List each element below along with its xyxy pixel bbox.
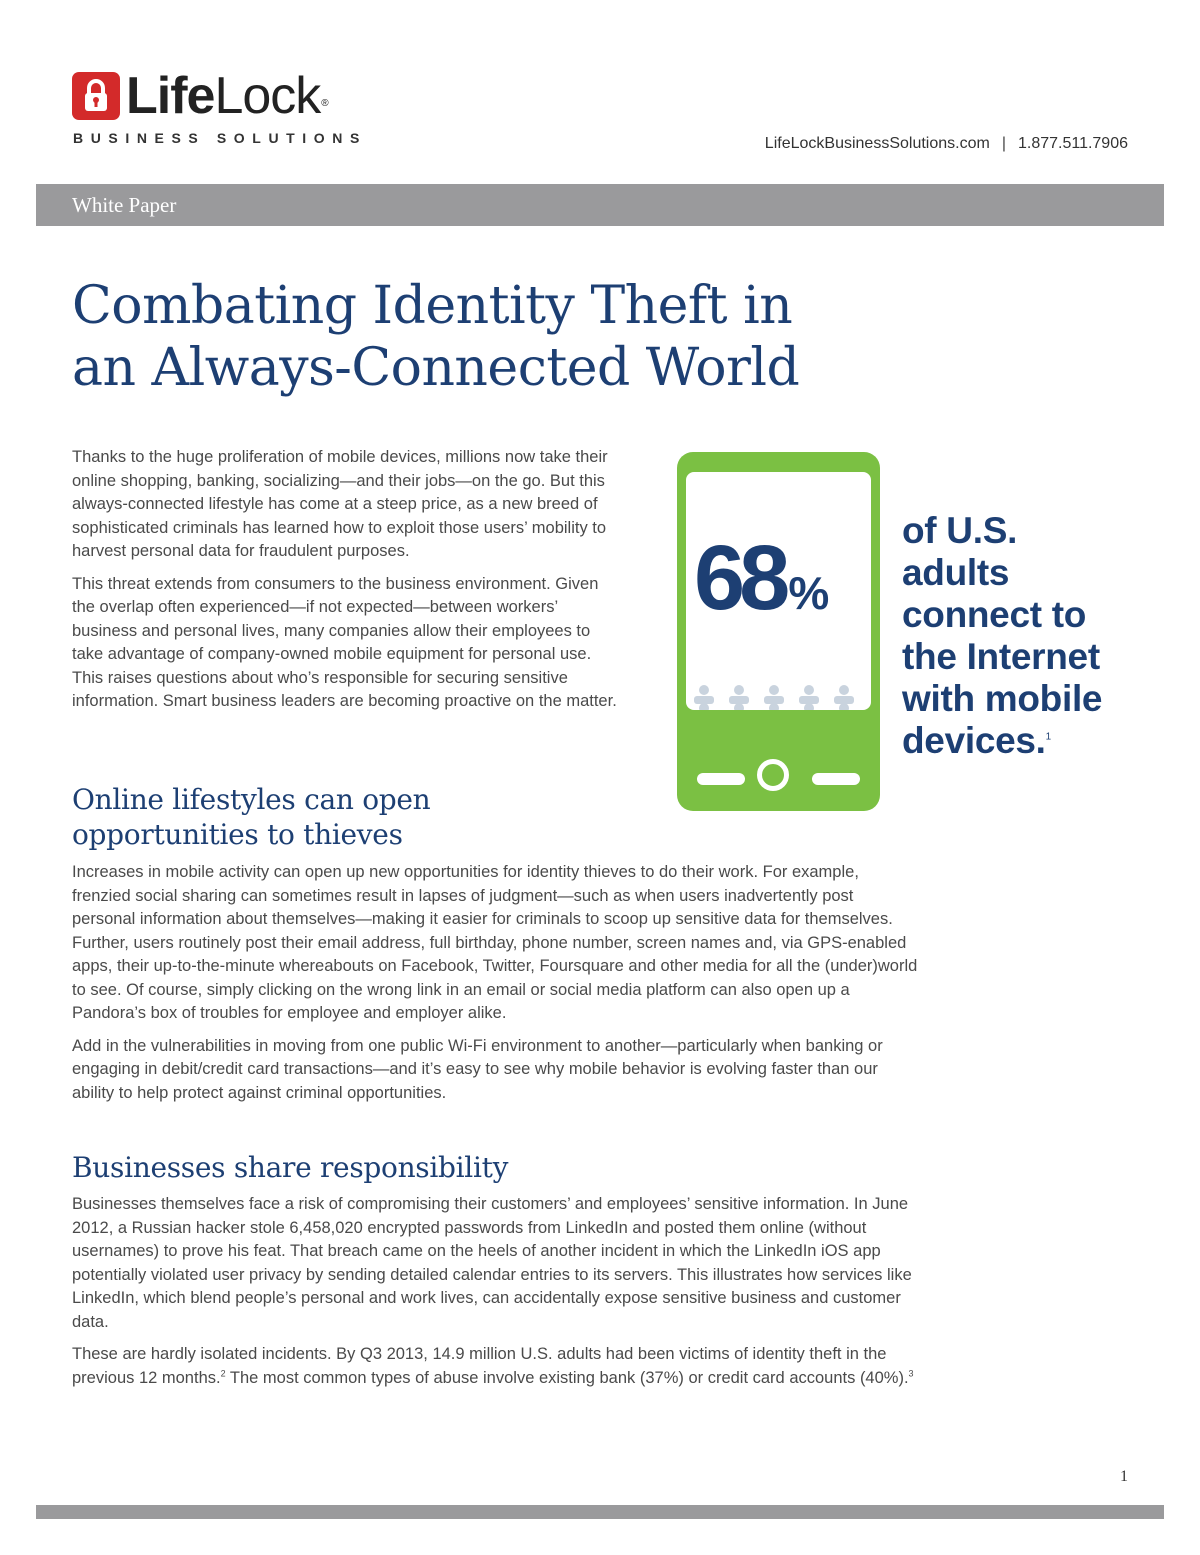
title-line-1: Combating Identity Theft in [72, 276, 793, 336]
section-heading-businesses: Businesses share responsibility [72, 1151, 509, 1184]
stat-line-3: connect to [902, 594, 1087, 635]
footnote-3: 3 [908, 1368, 914, 1378]
section1-heading-line-2: opportunities to thieves [72, 818, 403, 851]
intro-paragraph-1: Thanks to the huge proliferation of mobile devices, millions now take their online shopping, banking, socializing—and their jobs—on the go. But this always-connected lifestyle has come at a steep price, as a new breed of sophisticated criminals has learned how to exploit those users’ mobility to harvest personal data for fraudulent purposes. [72, 448, 608, 560]
contact-info [765, 135, 1128, 153]
stat-line-4: the Internet [902, 636, 1100, 677]
people-faded-row [694, 685, 854, 710]
section1-body [72, 861, 920, 1105]
footer-bar [36, 1505, 1164, 1519]
people-icon [692, 684, 866, 710]
footnote-2: 2 [220, 1368, 226, 1378]
title-line-2: an Always-Connected World [72, 338, 800, 398]
section2-paragraph-1: Businesses themselves face a risk of compromising their customers’ and employees’ sensitive information. In June 2012, a Russian hacker stole 6,458,020 encrypted passwords from LinkedIn and posted them online (without usernames) to prove his feat. That breach came on the heels of another incident in which the LinkedIn iOS app potentially violated user privacy by sending detailed calendar entries to its servers. This illustrates how services like LinkedIn, which blend people’s personal and work lives, can accidentally expose sensitive business and customer data. [72, 1195, 912, 1331]
intro-paragraph-2: This threat extends from consumers to the business environment. Given the overlap often experienced—if not expected—between workers’ business and personal lives, many companies allow their employees to take advantage of company-owned mobile equipment for personal use. This raises questions about who’s responsible for securing sensitive information. Smart business leaders are becoming proactive on the matter. [72, 574, 617, 710]
stat-line-1: of U.S. [902, 510, 1018, 551]
stat-number [694, 527, 830, 639]
stat-line-2: adults [902, 552, 1010, 593]
phone-right-button-icon [812, 773, 860, 785]
section1-heading-line-1: Online lifestyles can open [72, 783, 431, 816]
page-number: 1 [1120, 1468, 1128, 1485]
phone-left-button-icon [697, 773, 745, 785]
section-heading-online-lifestyles [72, 782, 430, 852]
phone-screen [686, 472, 871, 710]
stat-description [902, 510, 1102, 762]
section2-paragraph-2-part-2: The most common types of abuse involve existing bank (37%) or credit card accounts (40%). [225, 1368, 909, 1387]
logo-trademark: ® [321, 98, 328, 109]
banner-label: White Paper [72, 193, 177, 217]
section2-paragraph-2 [72, 1343, 914, 1390]
phone-number: 1.877.511.7906 [1017, 135, 1128, 152]
lifelock-logo [72, 67, 367, 146]
page-title [72, 275, 799, 399]
intro-section [72, 446, 622, 714]
stat-number-value: 68 [694, 527, 785, 629]
stat-line-6 [902, 720, 1102, 762]
stat-line-6-text: devices. [902, 720, 1046, 761]
phone-home-button-icon [757, 759, 789, 791]
section2-paragraph-2-part-1: These are hardly isolated incidents. By Q3 2013, 14.9 million U.S. adults had been victims of identity theft in the previous 12 months. [72, 1345, 887, 1387]
website-link[interactable]: LifeLockBusinessSolutions.com [764, 135, 990, 152]
logo-text-light: Lock [214, 67, 321, 125]
logo-wordmark [126, 67, 328, 125]
logo-text-bold: Life [126, 67, 215, 125]
document-type-banner [36, 184, 1164, 226]
contact-separator: | [1001, 135, 1006, 152]
section1-paragraph-1: Increases in mobile activity can open up new opportunities for identity thieves to do their work. For example, frenzied social sharing can sometimes result in lapses of judgment—such as when users inadvertently post personal information about themselves—making it easier for criminals to scoop up sensitive data for themselves. Further, users routinely post their email address, full birthday, phone number, screen names and, via GPS-enabled apps, their up-to-the-minute whereabouts on Facebook, Twitter, Foursquare and other media for all the (under)world to see. Of course, simply clicking on the wrong link in an email or social media platform can also open up a Pandora’s box of troubles for employee and employer alike. [72, 863, 918, 1022]
phone-infographic [677, 452, 880, 811]
logo-tagline: BUSINESS SOLUTIONS [73, 130, 367, 146]
section1-paragraph-2: Add in the vulnerabilities in moving from one public Wi-Fi environment to another—particularly when banking or engaging in debit/credit card transactions—and it’s easy to see why mobile behavior is evolving faster than our ability to help protect against criminal opportunities. [72, 1036, 883, 1102]
stat-footnote: 1 [1045, 731, 1051, 743]
lock-icon [72, 72, 120, 120]
stat-line-5: with mobile [902, 678, 1103, 719]
section2-body [72, 1193, 914, 1390]
phone-buttons [677, 757, 880, 797]
stat-percent-sign: % [788, 567, 830, 619]
